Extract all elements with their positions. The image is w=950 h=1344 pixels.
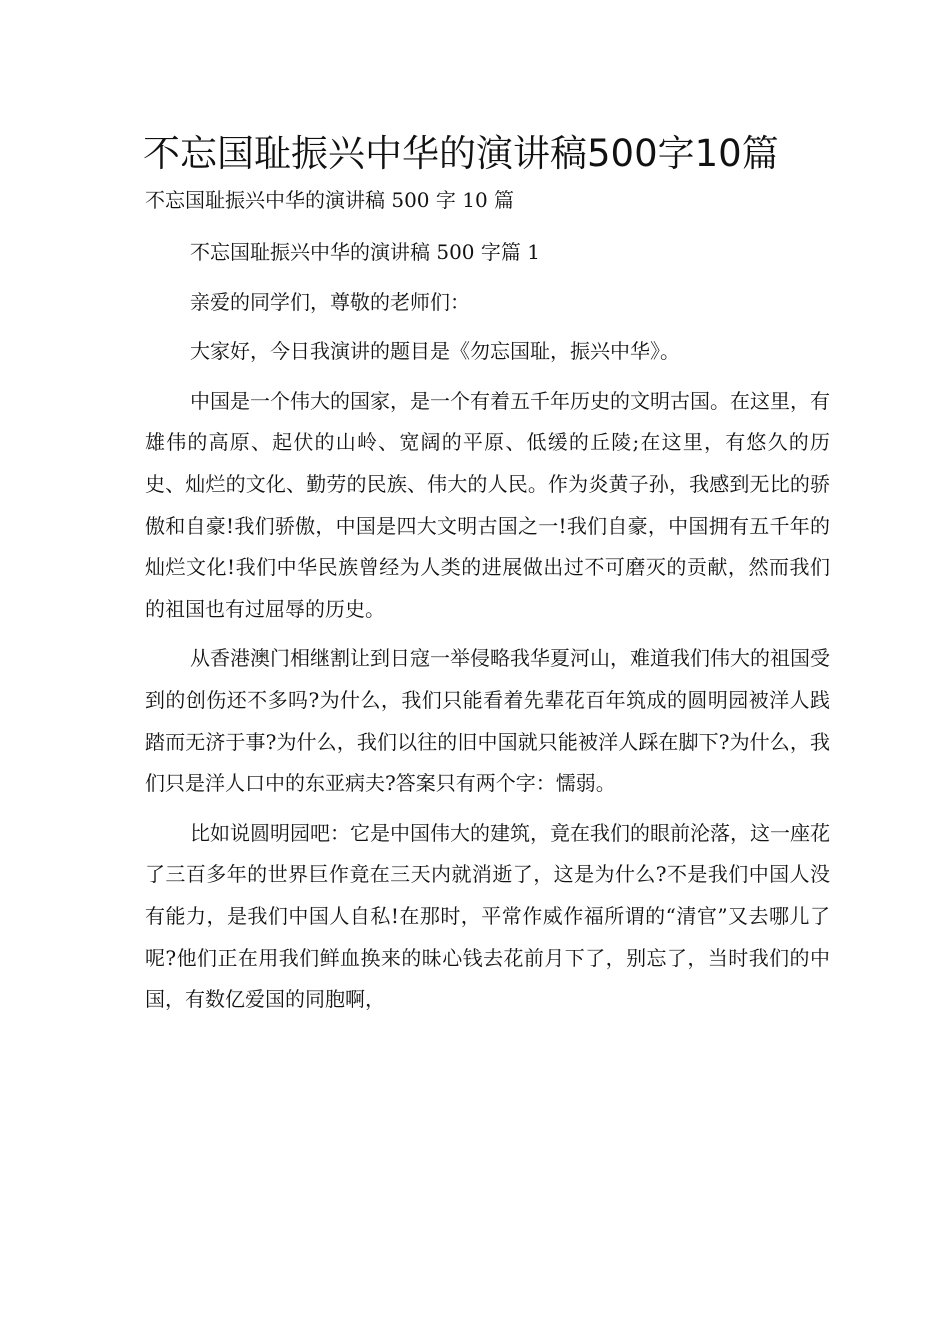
- document-body: [145, 232, 830, 1029]
- document-subtitle: 不忘国耻振兴中华的演讲稿 500 字 10 篇: [145, 188, 515, 212]
- paragraph: 从香港澳门相继割让到日寇一举侵略我华夏河山，难道我们伟大的祖国受到的创伤还不多吗?为什么，我们只能看着先辈花百年筑成的圆明园被洋人践踏而无济于事?为什么，我们以往的旧中国就只能被洋人踩在脚下?为什么，我们只是洋人口中的东亚病夫?答案只有两个字：懦弱。: [145, 646, 830, 796]
- paragraph: 大家好，今日我演讲的题目是《勿忘国耻，振兴中华》。: [190, 339, 680, 364]
- paragraph: 中国是一个伟大的国家，是一个有着五千年历史的文明古国。在这里，有雄伟的高原、起伏的山岭、宽阔的平原、低缓的丘陵;在这里，有悠久的历史、灿烂的文化、勤劳的民族、伟大的人民。作为炎黄子孙，我感到无比的骄傲和自豪!我们骄傲，中国是四大文明古国之一!我们自豪，中国拥有五千年的灿烂文化!我们中华民族曾经为人类的进展做出过不可磨灭的贡献，然而我们的祖国也有过屈辱的历史。: [145, 388, 830, 621]
- salutation: 亲爱的同学们，尊敬的老师们：: [190, 289, 470, 314]
- document-title: 不忘国耻振兴中华的演讲稿500字10篇: [143, 132, 779, 175]
- section-heading: 不忘国耻振兴中华的演讲稿 500 字篇 1: [190, 240, 540, 264]
- paragraph: 比如说圆明园吧：它是中国伟大的建筑，竟在我们的眼前沦落，这一座花了三百多年的世界巨作竟在三天内就消逝了，这是为什么?不是我们中国人没有能力，是我们中国人自私!在那时，平常作威作福所谓的“清官”又去哪儿了呢?他们正在用我们鲜血换来的昧心钱去花前月下了，别忘了，当时我们的中国，有数亿爱国的同胞啊，: [145, 820, 830, 1012]
